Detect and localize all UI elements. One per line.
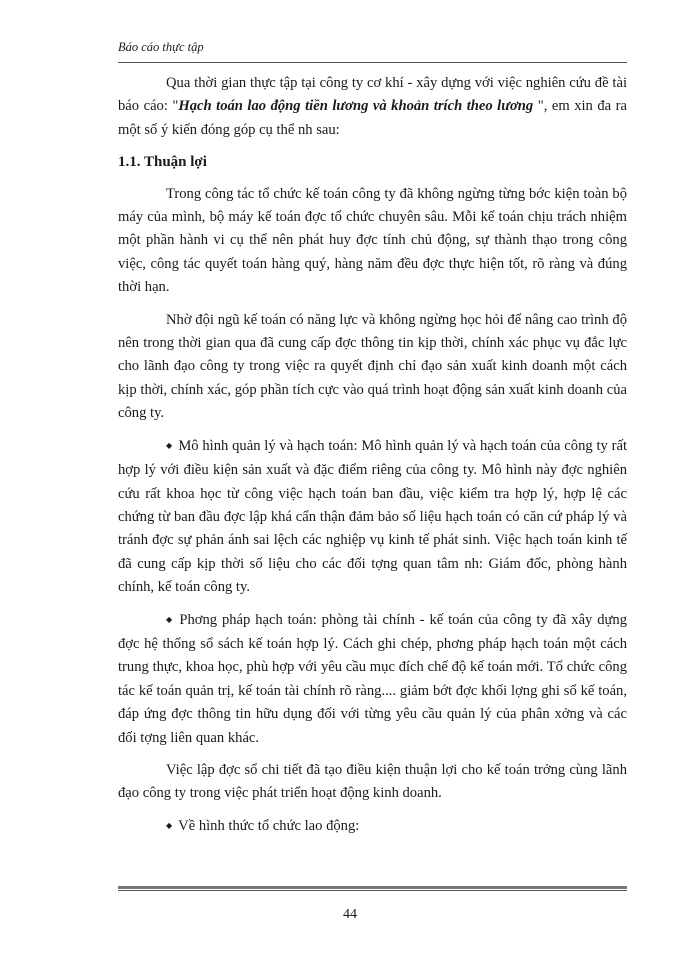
- intro-text-end: ", em xin đa ra một số ý kiến đóng góp cụ thể nh sau:: [118, 98, 627, 138]
- header-rule: [118, 62, 627, 63]
- bullet-paragraph: ◆ Mô hình quản lý và hạch toán: Mô hình quản lý và hạch toán của công ty rất hợp lý với điều kiện sản xuất và đặc điểm riêng của công ty. Mô hình này đợc nghiên cứu rất khoa học từ công việc hạch toán ban đầu, việc kiểm tra hợp lý, hợp lệ các chứng từ ban đầu đợc lập khá cẩn thận đảm bảo số liệu hạch toán có căn cứ pháp lý và tránh đợc sự phản ánh sai lệch các nghiệp vụ kinh tế phát sinh. Việc hạch toán kinh tế đã cung cấp kịp thời số liệu cho các đối tợng quan tâm nh: Giám đốc, phòng hành chính, kế toán công ty.: [118, 435, 627, 600]
- page-number: 44: [343, 907, 357, 922]
- footer-rule-thin: [118, 890, 627, 891]
- page-header: Báo cáo thực tập: [118, 40, 204, 54]
- paragraph: Việc lập đợc sổ chi tiết đã tạo điều kiện thuận lợi cho kế toán trởng cùng lãnh đạo công ty trong việc phát triển hoạt động kinh doanh.: [118, 761, 627, 802]
- intro-text: Qua thời gian thực tập tại công ty cơ khí - xây dựng với việc nghiên cứu đề tài báo cáo: ": [118, 75, 627, 115]
- paragraph: Trong công tác tổ chức kế toán công ty đã không ngừng từng bớc kiện toàn bộ máy của mình, bộ máy kế toán đợc tổ chức chuyên sâu. Mỗi kế toán chịu trách nhiệm một phần hành vi cụ thể nên phát huy đợc tính chủ động, sự thành thạo trong công việc, công tác quyết toán hàng quý, hàng năm đều đợc thực hiện tốt, rõ ràng và đúng thời hạn.: [118, 185, 627, 296]
- bullet-paragraph: ◆ Về hình thức tổ chức lao động:: [118, 815, 627, 839]
- paragraph: Nhờ đội ngũ kế toán có năng lực và không ngừng học hỏi để nâng cao trình độ nên trong thời gian qua đã cung cấp đợc thông tin kịp thời, chính xác phục vụ đắc lực cho lãnh đạo công ty trong việc ra quyết định chỉ đạo sản xuất kinh doanh một cách kịp thời, chính xác, góp phần tích cực vào quá trình hoạt động sản xuất kinh doanh của công ty.: [118, 311, 627, 422]
- footer-rule: [118, 886, 627, 889]
- document-body: [118, 72, 627, 848]
- section-heading: 1.1. Thuận lợi: [118, 154, 207, 171]
- topic-title: Hạch toán lao động tiền lương và khoản trích theo lương: [178, 98, 534, 115]
- intro-paragraph: [118, 72, 627, 142]
- bullet-paragraph: ◆ Phơng pháp hạch toán: phòng tài chính - kế toán của công ty đã xây dựng đợc hệ thống sổ sách kế toán hợp lý. Cách ghi chép, phơng pháp hạch toán một cách trung thực, khoa học, phù hợp với yêu cầu mục đích chế độ kế toán mới. Tổ chức công tác kế toán quản trị, kế toán tài chính rõ ràng.... giảm bớt đợc khối lợng ghi sổ kế toán, đáp ứng đợc thông tin hữu dụng đối với từng yêu cầu quản lý của phân xởng và các đối tợng liên quan khác.: [118, 609, 627, 750]
